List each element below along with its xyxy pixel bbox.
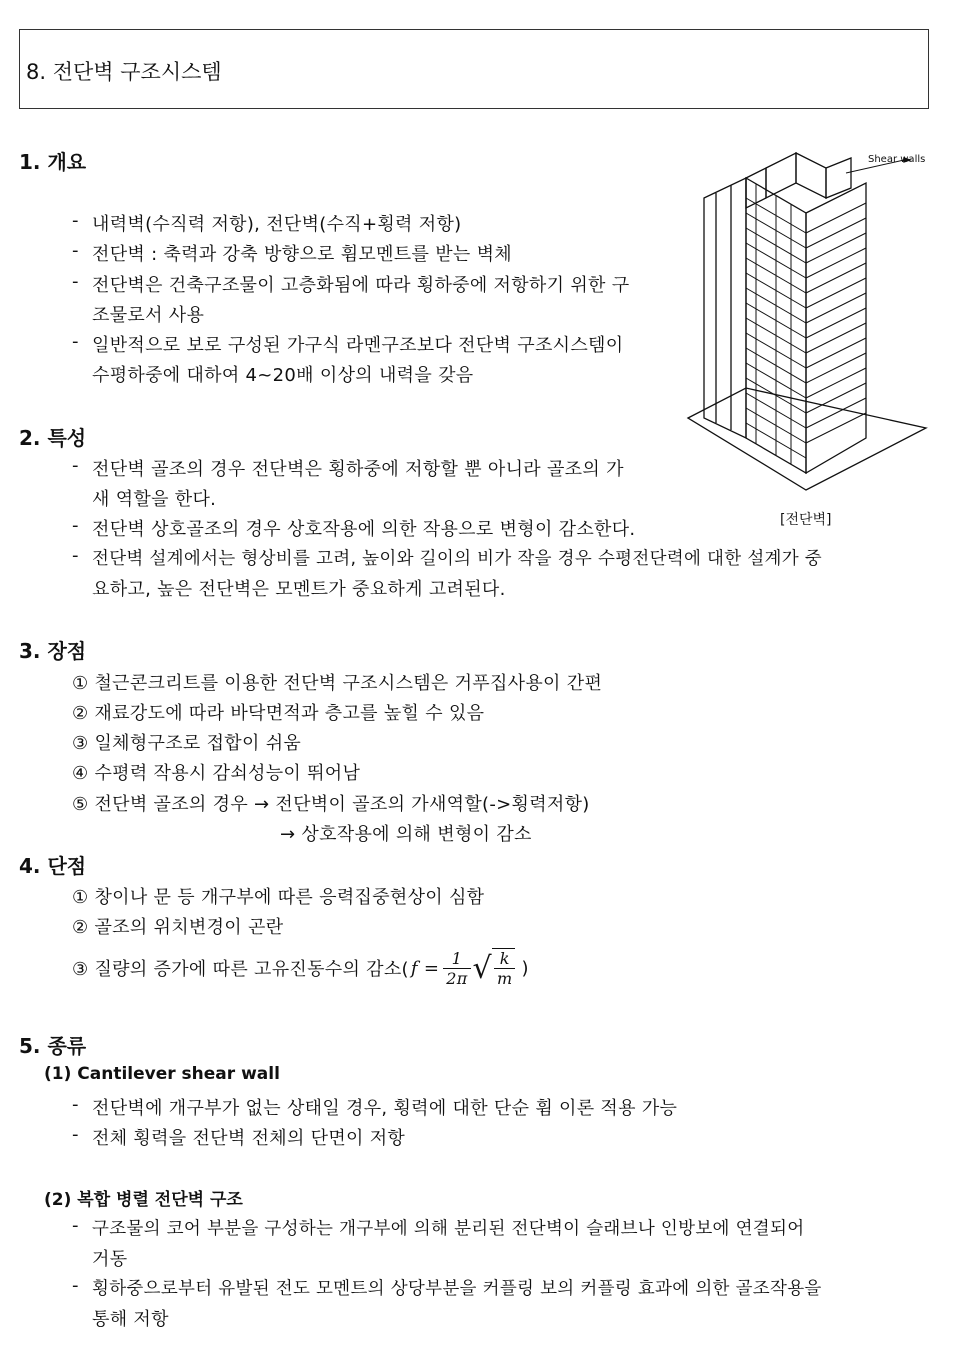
overview-item-3: 전단벽은 건축구조물이 고층화됨에 따라 횡하중에 저항하기 위한 구: [92, 275, 630, 296]
disadv-item-1: ① 창이나 문 등 개구부에 따른 응력집중현상이 심함: [72, 887, 485, 908]
adv-item-2: ② 재료강도에 따라 바닥면적과 층고를 높힐 수 있음: [72, 703, 485, 724]
overview-item-4-cont: 수평하중에 대하여 4~20배 이상의 내력을 갖음: [92, 365, 474, 386]
formula-num: 1: [443, 949, 470, 969]
section-heading-overview: 1. 개요: [19, 150, 87, 174]
type-1-item-1: 전단벽에 개구부가 없는 상태일 경우, 횡력에 대한 단순 휨 이론 적용 가능: [92, 1098, 678, 1119]
overview-item-3-cont: 조물로서 사용: [92, 305, 205, 326]
type-2-item-1: 구조물의 코어 부분을 구성하는 개구부에 의해 분리된 전단벽이 슬래브나 인방보에 연결되어: [92, 1219, 805, 1239]
disadv-item-3-text: ③ 질량의 증가에 따른 고유진동수의 감소(: [72, 959, 409, 980]
section-heading-types: 5. 종류: [19, 1034, 87, 1058]
type-2-item-2-cont: 통해 저항: [92, 1309, 169, 1330]
figure-caption: [전단벽]: [780, 512, 832, 528]
formula-close: ): [521, 957, 529, 979]
formula-sqrt-fraction: [492, 948, 515, 988]
section-heading-disadvantages: 4. 단점: [19, 854, 87, 878]
bullet-dash: -: [72, 210, 79, 231]
title-box: [19, 29, 929, 109]
formula-den: 2π: [446, 968, 468, 988]
type-1-item-2: 전체 횡력을 전단벽 전체의 단면이 저항: [92, 1128, 406, 1149]
figure-label: Shear walls: [868, 154, 926, 165]
bullet-dash: -: [72, 1124, 79, 1145]
overview-item-4: 일반적으로 보로 구성된 가구식 라멘구조보다 전단벽 구조시스템이: [92, 335, 624, 356]
adv-item-3: ③ 일체형구조로 접합이 쉬움: [72, 733, 302, 754]
bullet-dash: -: [72, 331, 79, 352]
disadv-item-2: ② 골조의 위치변경이 곤란: [72, 917, 284, 938]
type-1-title: (1) Cantilever shear wall: [44, 1064, 280, 1084]
char-item-3-cont: 요하고, 높은 전단벽은 모멘트가 중요하게 고려된다.: [92, 579, 506, 600]
bullet-dash: -: [72, 1094, 79, 1115]
char-item-1-cont: 새 역할을 한다.: [92, 489, 217, 510]
type-2-item-1-cont: 거동: [92, 1249, 128, 1270]
overview-item-1: 내력벽(수직력 저항), 전단벽(수직+횡력 저항): [92, 214, 462, 235]
bullet-dash: -: [72, 1215, 79, 1236]
section-heading-characteristics: 2. 특성: [19, 426, 87, 450]
disadv-item-3: [72, 948, 529, 988]
bullet-dash: -: [72, 515, 79, 536]
formula-lhs: f =: [410, 957, 440, 979]
bullet-dash: -: [72, 240, 79, 261]
formula-fraction: [443, 949, 470, 988]
formula-m: m: [496, 969, 513, 988]
page-title: 8. 전단벽 구조시스템: [26, 60, 222, 84]
adv-item-5: ⑤ 전단벽 골조의 경우 → 전단벽이 골조의 가새역할(->횡력저항): [72, 794, 590, 815]
shear-wall-building-figure: [686, 138, 936, 498]
bullet-dash: -: [72, 455, 79, 476]
overview-item-2: 전단벽 : 축력과 강축 방향으로 휨모멘트를 받는 벽체: [92, 244, 512, 265]
bullet-dash: -: [72, 1275, 79, 1296]
adv-item-4: ④ 수평력 작용시 감쇠성능이 뛰어남: [72, 763, 361, 784]
bullet-dash: -: [72, 545, 79, 566]
char-item-1: 전단벽 골조의 경우 전단벽은 횡하중에 저항할 뿐 아니라 골조의 가: [92, 459, 624, 480]
sqrt-icon: √: [472, 950, 492, 986]
char-item-2: 전단벽 상호골조의 경우 상호작용에 의한 작용으로 변형이 감소한다.: [92, 519, 636, 540]
type-2-item-2: 횡하중으로부터 유발된 전도 모멘트의 상당부분을 커플링 보의 커플링 효과에 의한 골조작용을: [92, 1279, 822, 1299]
type-2-title: (2) 복합 병렬 전단벽 구조: [44, 1190, 243, 1210]
formula-k: k: [494, 949, 515, 969]
adv-item-5-cont: → 상호작용에 의해 변형이 감소: [280, 824, 532, 845]
adv-item-1: ① 철근콘크리트를 이용한 전단벽 구조시스템은 거푸집사용이 간편: [72, 673, 603, 694]
char-item-3: 전단벽 설계에서는 형상비를 고려, 높이와 길이의 비가 작을 경우 수평전단력에 대한 설계가 중: [92, 549, 823, 569]
bullet-dash: -: [72, 271, 79, 292]
section-heading-advantages: 3. 장점: [19, 639, 87, 663]
